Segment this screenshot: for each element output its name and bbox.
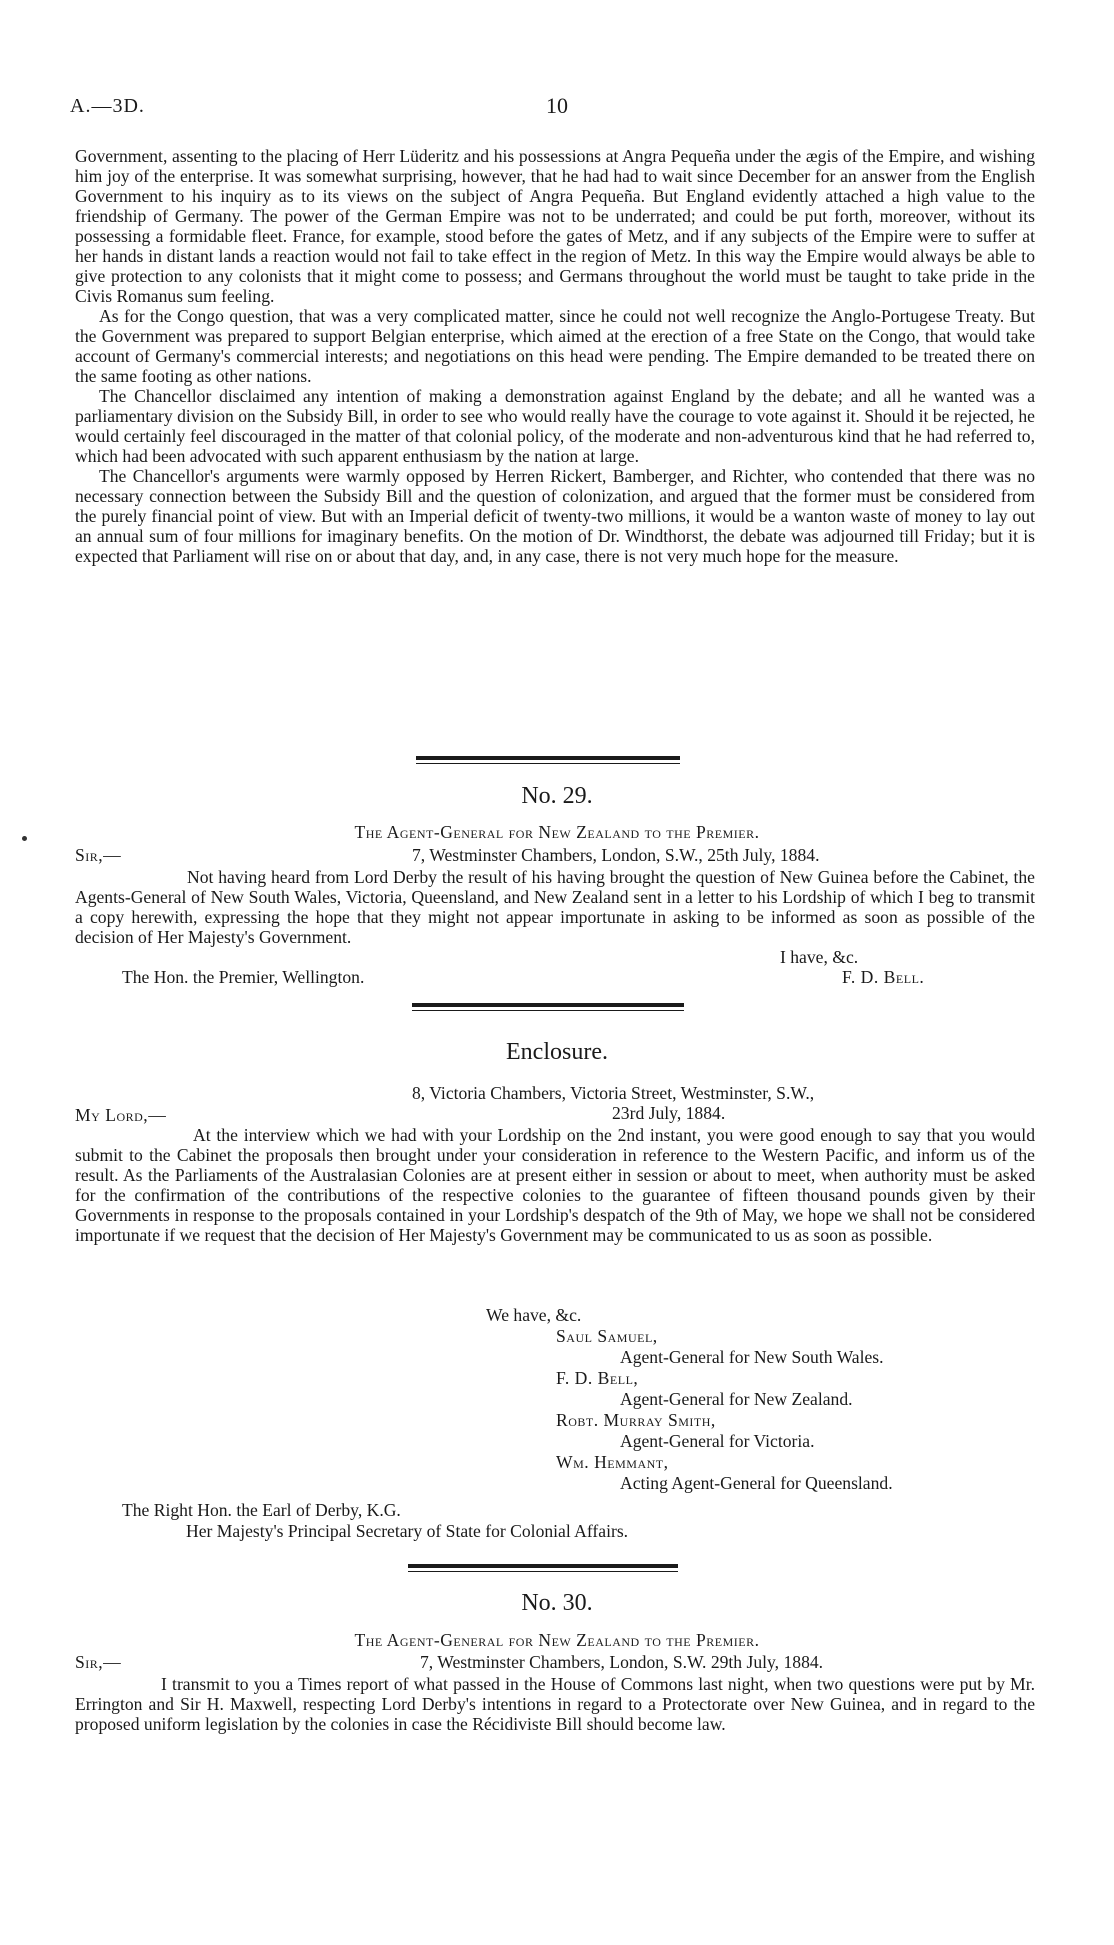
enclosure-body (75, 1125, 1035, 1245)
paragraph: The Chancellor disclaimed any intention of making a demonstration against England by the debate; and all he wanted was a parliamentary division on the Subsidy Bill, in order to see who would really have the courage to vote against it. Should it be rejected, he would certainly feel discouraged in the matter of that colonial policy, of the moderate and non-adventurous kind that he had referred to, which had been advocated with such apparent enthusiasm by the nation at large. (75, 386, 1035, 466)
intro-text (75, 146, 1035, 566)
enclosure-date: 23rd July, 1884. (612, 1103, 726, 1123)
document-reference: A.—3D. (70, 95, 145, 117)
signatory-name: F. D. Bell, (556, 1368, 639, 1388)
signatory-title: Agent-General for New Zealand. (620, 1389, 853, 1409)
page-header (70, 93, 1044, 120)
enclosure-heading: Enclosure. (506, 1039, 608, 1065)
signatory-title: Agent-General for New South Wales. (620, 1347, 884, 1367)
signatory-name: Wm. Hemmant, (556, 1452, 669, 1472)
salutation: My Lord,— (75, 1105, 167, 1125)
closing: I have, &c. (780, 947, 859, 967)
letter-number-30: No. 30. (521, 1590, 593, 1616)
letter-address: 7, Westminster Chambers, London, S.W. 29th July, 1884. (420, 1652, 824, 1672)
signatory-title: Acting Agent-General for Queensland. (620, 1473, 893, 1493)
paragraph: Not having heard from Lord Derby the result of his having brought the question of New Guinea before the Cabinet, the Agents-General of New South Wales, Victoria, Queensland, and New Zealand sent in a letter to his Lordship of which I beg to transmit a copy herewith, expressing the hope that they might not appear importunate in asking to be informed as soon as possible of the decision of Her Majesty's Government. (75, 867, 1035, 947)
letter-body (75, 1674, 1035, 1734)
paragraph: I transmit to you a Times report of what passed in the House of Commons last night, when two questions were put by Mr. Errington and Sir H. Maxwell, respecting Lord Derby's intentions in regard to a Protectorate over New Guinea, and in regard to the proposed uniform legislation by the colonies in case the Récidiviste Bill should become law. (75, 1674, 1035, 1734)
signatory-title: Agent-General for Victoria. (620, 1431, 815, 1451)
recipient: The Hon. the Premier, Wellington. (122, 967, 365, 987)
closing: We have, &c. (486, 1305, 582, 1325)
paragraph: As for the Congo question, that was a very complicated matter, since he could not well recognize the Anglo-Portugese Treaty. But the Government was prepared to support Belgian enterprise, which aimed at the erection of a free State on the Congo, that would take account of Germany's commercial interests; and negotiations on this head were pending. The Empire demanded to be treated there on the same footing as other nations. (75, 306, 1035, 386)
recipient: The Right Hon. the Earl of Derby, K.G. (122, 1500, 401, 1520)
letter-number-29: No. 29. (521, 783, 593, 809)
recipient-title: Her Majesty's Principal Secretary of State for Colonial Affairs. (186, 1521, 629, 1541)
letter-address: 7, Westminster Chambers, London, S.W., 25th July, 1884. (412, 845, 820, 865)
section-divider (408, 1564, 678, 1568)
salutation: Sir,— (75, 845, 122, 865)
letter-subheading: The Agent-General for New Zealand to the Premier. (354, 1630, 760, 1650)
section-divider (412, 1003, 684, 1007)
signatory-name: Robt. Murray Smith, (556, 1410, 716, 1430)
salutation: Sir,— (75, 1652, 122, 1672)
enclosure-address: 8, Victoria Chambers, Victoria Street, Westminster, S.W., (412, 1083, 815, 1103)
paragraph: At the interview which we had with your Lordship on the 2nd instant, you were good enough to say that you would submit to the Cabinet the proposals then brought under your consideration in reference to the Western Pacific, and inform us of the result. As the Parliaments of the Australasian Colonies are at present either in session or about to meet, when authority must be asked for the confirmation of the contributions of the respective colonies to the guarantee of fifteen thousand pounds given by their Governments in response to the proposals contained in your Lordship's despatch of the 9th of May, we hope we shall not be considered importunate if we request that the decision of Her Majesty's Government may be communicated to us as soon as possible. (75, 1125, 1035, 1245)
section-divider (416, 756, 680, 760)
page-number: 10 (546, 93, 568, 118)
signatory-name: Saul Samuel, (556, 1326, 658, 1346)
letter-subheading: The Agent-General for New Zealand to the Premier. (354, 822, 760, 842)
paragraph: The Chancellor's arguments were warmly opposed by Herren Rickert, Bamberger, and Richter, who contended that there was no necessary connection between the Subsidy Bill and the question of colonization, and argued that the former must be considered from the purely financial point of view. But with an Imperial deficit of twenty-two millions, it would be a wanton waste of money to lay out an annual sum of four millions for imaginary benefits. On the motion of Dr. Windthorst, the debate was adjourned till Friday; but it is expected that Parliament will rise on or about that day, and, in any case, there is not very much hope for the measure. (75, 466, 1035, 566)
signature: F. D. Bell. (842, 967, 925, 987)
letter-body (75, 867, 1035, 947)
paragraph: Government, assenting to the placing of Herr Lüderitz and his possessions at Angra Pequeña under the ægis of the Empire, and wishing him joy of the enterprise. It was somewhat surprising, however, that he had had to wait since December for an answer from the English Government to his inquiry as to its views on the subject of Angra Pequeña. But England evidently attached a high value to the friendship of Germany. The power of the German Empire was not to be underrated; and could be put forth, moreover, without its possessing a formidable fleet. France, for example, stood before the gates of Metz, and if any subjects of the Empire were to suffer at her hands in distant lands a reaction would not fail to take effect in the region of Metz. In this way the Empire would always be able to give protection to any colonists that it might come to possess; and Germans throughout the world must be taught to take pride in the Civis Romanus sum feeling. (75, 146, 1035, 306)
